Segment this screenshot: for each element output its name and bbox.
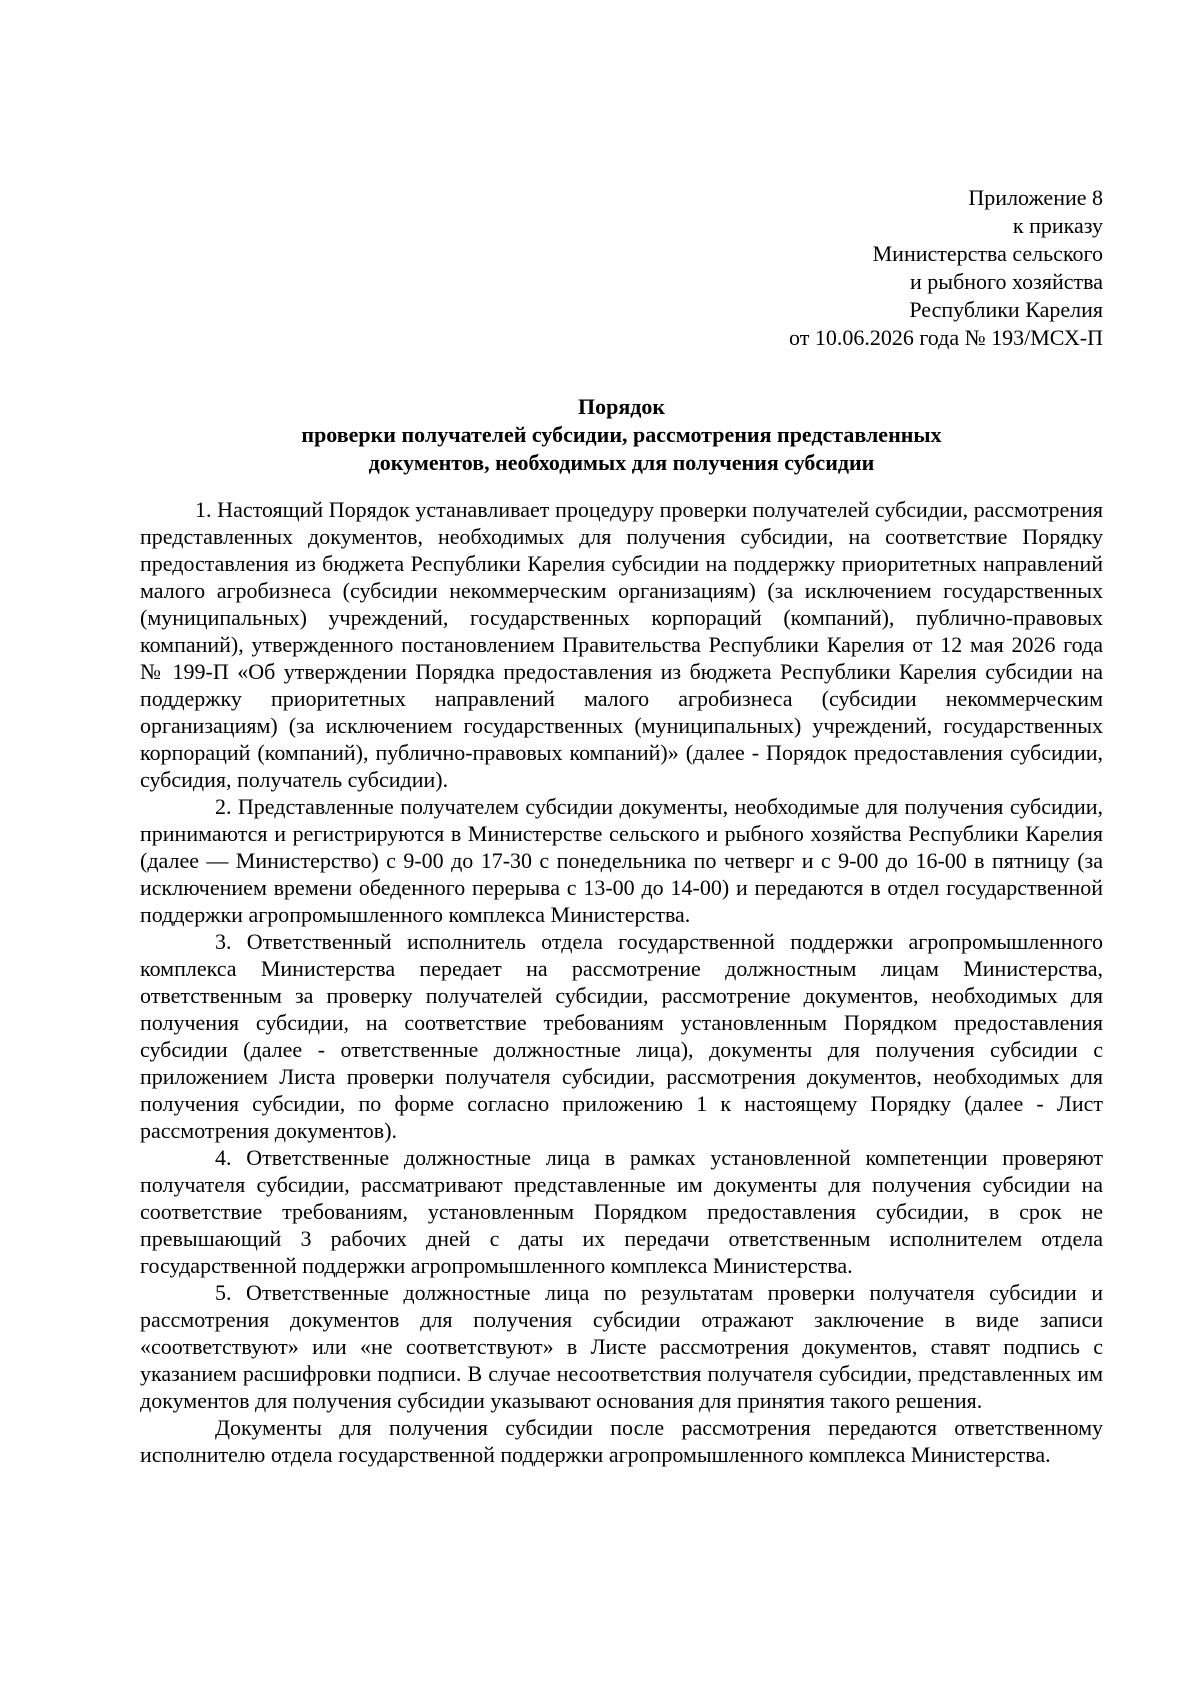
title-line-2: проверки получателей субсидии, рассмотрения представленных [301,422,942,447]
document-body [140,496,1103,1468]
paragraph-2: 2. Представленные получателем субсидии документы, необходимые для получения субсидии, принимаются и регистрируются в Министерстве сельского и рыбного хозяйства Республики Карелия (далее — Министерство) с 9-00 до 17-30 с понедельника по четверг и с 9-00 до 16-00 в пятницу (за исключением времени обеденного перерыва с 13-00 до 14-00) и передаются в отдел государственной поддержки агропромышленного комплекса Министерства. [140,794,1103,927]
appendix-ministry-line2: и рыбного хозяйства [910,269,1103,294]
appendix-region: Республики Карелия [909,297,1103,322]
appendix-header [789,184,1103,352]
paragraph-3: 3. Ответственный исполнитель отдела государственной поддержки агропромышленного комплекса Министерства передает на рассмотрение должностным лицам Министерства, ответственным за проверку получателей субсидии, рассмотрение документов, необходимых для получения субсидии, на соответствие требованиям установленным Порядком предоставления субсидии (далее - ответственные должностные лица), документы для получения субсидии с приложением Листа проверки получателя субсидии, рассмотрения документов, необходимых для получения субсидии, по форме согласно приложению 1 к настоящему Порядку (далее - Лист рассмотрения документов). [140,929,1103,1143]
paragraph-6: Документы для получения субсидии после рассмотрения передаются ответственному исполнителю отдела государственной поддержки агропромышленного комплекса Министерства. [140,1415,1103,1467]
paragraph-5: 5. Ответственные должностные лица по результатам проверки получателя субсидии и рассмотрения документов для получения субсидии отражают заключение в виде записи «соответствуют» или «не соответствуют» в Листе рассмотрения документов, ставят подпись с указанием расшифровки подписи. В случае несоответствия получателя субсидии, представленных им документов для получения субсидии указывают основания для принятия такого решения. [140,1280,1103,1413]
document-title [140,393,1103,477]
title-line-1: Порядок [577,394,666,419]
appendix-ministry-line1: Министерства сельского [872,241,1103,266]
appendix-number: Приложение 8 [968,185,1103,210]
appendix-order-date: от 10.06.2026 года № 193/МСХ-П [789,325,1103,350]
appendix-ref: к приказу [1012,213,1103,238]
paragraph-4: 4. Ответственные должностные лица в рамках установленной компетенции проверяют получателя субсидии, рассматривают представленные им документы для получения субсидии на соответствие требованиям, установленным Порядком предоставления субсидии, в срок не превышающий 3 рабочих дней с даты их передачи ответственным исполнителем отдела государственной поддержки агропромышленного комплекса Министерства. [140,1145,1103,1278]
title-line-3: документов, необходимых для получения субсидии [368,450,875,475]
paragraph-1: 1. Настоящий Порядок устанавливает процедуру проверки получателей субсидии, рассмотрения представленных документов, необходимых для получения субсидии, на соответствие Порядку предоставления из бюджета Республики Карелия субсидии на поддержку приоритетных направлений малого агробизнеса (субсидии некоммерческим организациям) (за исключением государственных (муниципальных) учреждений, государственных корпораций (компаний), публично-правовых компаний), утвержденного постановлением Правительства Республики Карелия от 12 мая 2026 года № 199-П «Об утверждении Порядка предоставления из бюджета Республики Карелия субсидии на поддержку приоритетных направлений малого агробизнеса (субсидии некоммерческим организациям) (за исключением государственных (муниципальных) учреждений, государственных корпораций (компаний), публично-правовых компаний)» (далее - Порядок предоставления субсидии, субсидия, получатель субсидии). [140,497,1103,792]
